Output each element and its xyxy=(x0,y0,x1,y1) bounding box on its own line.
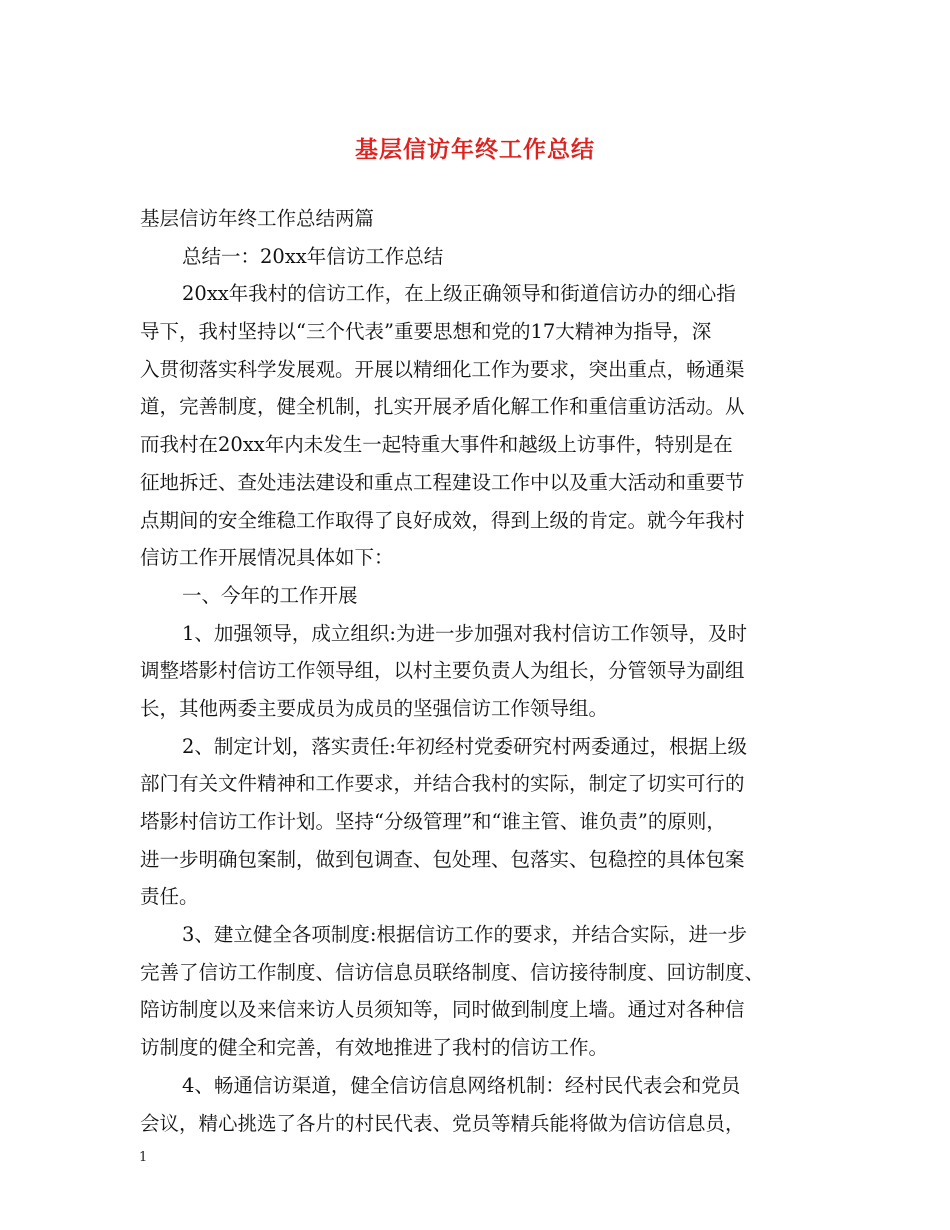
text-line: 调整塔影村信访工作领导组，以村主要负责人为组长，分管领导为副组 xyxy=(140,659,745,683)
text-line: 一、今年的工作开展 xyxy=(182,583,358,607)
text-line: 道，完善制度，健全机制，扎实开展矛盾化解工作和重信重访活动。从 xyxy=(140,395,745,419)
text-line: 总结一：20xx年信访工作总结 xyxy=(182,244,444,268)
text-line: 导下，我村坚持以“三个代表”重要思想和党的17大精神为指导，深 xyxy=(140,320,712,344)
text-line: 点期间的安全维稳工作取得了良好成效，得到上级的肯定。就今年我村 xyxy=(140,508,745,532)
text-line: 陪访制度以及来信来访人员须知等，同时做到制度上墙。通过对各种信 xyxy=(140,998,745,1022)
text-line: 责任。 xyxy=(140,885,199,909)
text-line: 塔影村信访工作计划。坚持“分级管理”和“谁主管、谁负责”的原则， xyxy=(140,810,726,833)
document-body xyxy=(140,200,820,1142)
text-line: 完善了信访工作制度、信访信息员联络制度、信访接待制度、回访制度、 xyxy=(140,960,765,984)
text-line: 访制度的健全和完善，有效地推进了我村的信访工作。 xyxy=(140,1036,609,1060)
text-line: 2、制定计划，落实责任:年初经村党委研究村两委通过，根据上级 xyxy=(182,734,747,758)
text-line: 基层信访年终工作总结两篇 xyxy=(140,207,375,230)
text-line: 会议，精心挑选了各片的村民代表、党员等精兵能将做为信访信息员， xyxy=(140,1111,745,1135)
text-line: 20xx年我村的信访工作，在上级正确领导和街道信访办的细心指 xyxy=(182,282,736,306)
text-line: 入贯彻落实科学发展观。开展以精细化工作为要求，突出重点，畅通渠 xyxy=(140,357,745,381)
document-title: 基层信访年终工作总结 xyxy=(355,137,595,163)
text-line: 1、加强领导，成立组织:为进一步加强对我村信访工作领导，及时 xyxy=(182,621,747,645)
page-number: 1 xyxy=(139,1150,148,1165)
text-line: 3、建立健全各项制度:根据信访工作的要求，并结合实际，进一步 xyxy=(182,923,747,947)
text-line: 进一步明确包案制，做到包调查、包处理、包落实、包稳控的具体包案 xyxy=(140,847,745,871)
text-line: 长，其他两委主要成员为成员的坚强信访工作领导组。 xyxy=(140,696,609,720)
text-line: 征地拆迁、查处违法建设和重点工程建设工作中以及重大活动和重要节 xyxy=(140,470,745,494)
text-line: 部门有关文件精神和工作要求，并结合我村的实际，制定了切实可行的 xyxy=(140,772,745,796)
text-line: 信访工作开展情况具体如下： xyxy=(140,546,394,570)
text-line: 4、畅通信访渠道，健全信访信息网络机制：经村民代表会和党员 xyxy=(182,1073,741,1097)
text-line: 而我村在20xx年内未发生一起特重大事件和越级上访事件，特别是在 xyxy=(140,433,733,457)
